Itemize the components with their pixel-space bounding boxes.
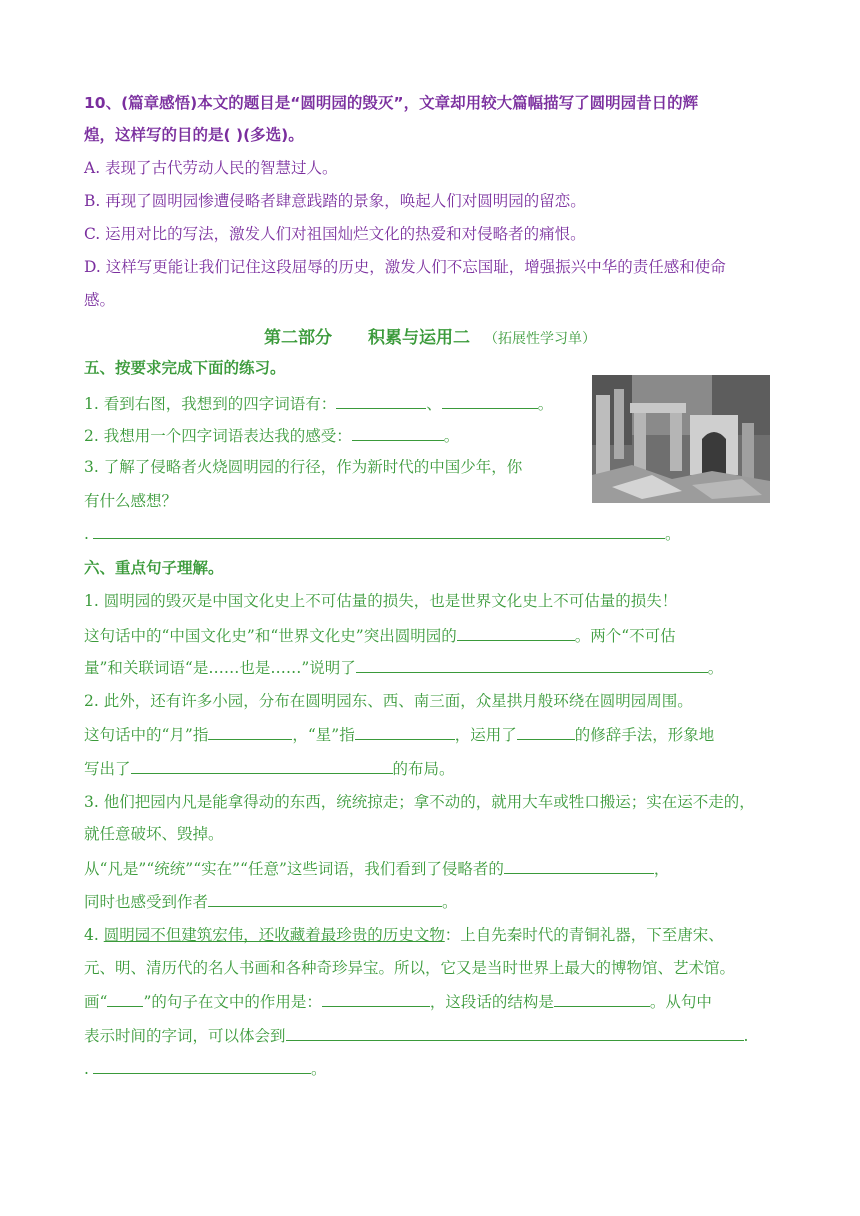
sec5-item3-answer bbox=[84, 522, 680, 545]
sec5-item2-text: 2. 我想用一个四字词语表达我的感受： bbox=[84, 427, 352, 445]
period: 。 bbox=[707, 659, 724, 677]
answer-blank[interactable] bbox=[208, 723, 292, 740]
sec6-s4-question-line3 bbox=[84, 1057, 326, 1080]
sec6-s2-question-line2 bbox=[84, 757, 455, 780]
sec6-s2-question-line1 bbox=[84, 723, 714, 746]
sec5-item1 bbox=[84, 392, 553, 415]
period: 。 bbox=[664, 525, 681, 543]
answer-blank[interactable] bbox=[352, 424, 444, 441]
question-text: ， bbox=[653, 860, 670, 878]
question-text: ，运用了 bbox=[454, 726, 517, 744]
prefix-dot: . bbox=[84, 1060, 89, 1078]
question-text: 的修辞手法，形象地 bbox=[574, 726, 715, 744]
sec6-sentence1: 1. 圆明园的毁灭是中国文化史上不可估量的损失，也是世界文化史上不可估量的损失！ bbox=[84, 592, 678, 610]
answer-blank[interactable] bbox=[286, 1024, 744, 1041]
question-text: 量”和关联词语“是……也是……”说明了 bbox=[84, 659, 356, 677]
q10-option-b: B. 再现了圆明园惨遭侵略者肆意践踏的景象，唤起人们对圆明园的留恋。 bbox=[84, 192, 586, 210]
answer-blank[interactable] bbox=[322, 990, 430, 1007]
prefix-dot: . bbox=[84, 525, 89, 543]
sec5-item1-text: 1. 看到右图，我想到的四字词语有： bbox=[84, 395, 337, 413]
sec5-item2 bbox=[84, 424, 459, 447]
sec6-sentence3-line2: 就任意破坏、毁掉。 bbox=[84, 825, 224, 843]
answer-blank[interactable] bbox=[356, 656, 708, 673]
part2-subtitle: （拓展性学习单） bbox=[484, 331, 596, 347]
part2-label: 第二部分 bbox=[264, 328, 332, 348]
sec6-sentence4-line1 bbox=[84, 924, 724, 946]
q10-option-a: A. 表现了古代劳动人民的智慧过人。 bbox=[84, 159, 338, 177]
ruins-photo-image bbox=[592, 375, 770, 503]
sec6-sentence2: 2. 此外，还有许多小园，分布在圆明园东、西、南三面，众星拱月般环绕在圆明园周围。 bbox=[84, 692, 693, 710]
sec6-heading: 六、重点句子理解。 bbox=[84, 559, 224, 577]
q10-stem-line2: 煌，这样写的目的是( )(多选)。 bbox=[84, 126, 304, 144]
question-text: 。两个“不可估 bbox=[574, 627, 676, 645]
q10-option-d-line2: 感。 bbox=[84, 291, 116, 309]
period: 。 bbox=[537, 395, 554, 413]
sentence-text: ：上自先秦时代的青铜礼器，下至唐宋、 bbox=[444, 926, 724, 944]
item-number: 4. bbox=[84, 926, 104, 944]
question-text: 同时也感受到作者 bbox=[84, 893, 209, 911]
sec6-s1-question-line1 bbox=[84, 624, 676, 647]
sec6-s3-question-line1 bbox=[84, 857, 669, 880]
underline-sample bbox=[107, 990, 143, 1007]
question-text: ，这段话的结构是 bbox=[429, 993, 554, 1011]
answer-blank[interactable] bbox=[93, 522, 665, 539]
answer-blank[interactable] bbox=[442, 392, 538, 409]
answer-blank[interactable] bbox=[504, 857, 654, 874]
sec5-item3-line1: 3. 了解了侵略者火烧圆明园的行径，作为新时代的中国少年，你 bbox=[84, 458, 523, 476]
question-text: 写出了 bbox=[84, 760, 131, 778]
period: 。 bbox=[442, 893, 458, 911]
part2-heading: 积累与运用二 bbox=[368, 328, 470, 348]
separator: 、 bbox=[426, 395, 442, 413]
part2-title bbox=[0, 323, 860, 348]
question-text: 画“ bbox=[84, 993, 108, 1011]
sec5-heading: 五、按要求完成下面的练习。 bbox=[84, 359, 286, 377]
sec6-sentence4-line2: 元、明、清历代的名人书画和各种奇珍异宝。所以，它又是当时世界上最大的博物馆、艺术馆。 bbox=[84, 959, 736, 977]
question-text: 这句话中的“月”指 bbox=[84, 726, 209, 744]
question-text: ”的句子在文中的作用是： bbox=[143, 993, 322, 1011]
underlined-sentence: 圆明园不但建筑宏伟，还收藏着最珍贵的历史文物 bbox=[103, 926, 445, 944]
question-text: 这句话中的“中国文化史”和“世界文化史”突出圆明园的 bbox=[84, 627, 457, 645]
answer-blank[interactable] bbox=[208, 890, 442, 907]
answer-blank[interactable] bbox=[93, 1057, 311, 1074]
answer-blank[interactable] bbox=[554, 990, 650, 1007]
answer-blank[interactable] bbox=[131, 757, 393, 774]
sec5-item3-line2: 有什么感想？ bbox=[84, 492, 178, 510]
q10-option-d-line1: D. 这样写更能让我们记住这段屈辱的历史，激发人们不忘国耻，增强振兴中华的责任感和使命 bbox=[84, 258, 726, 276]
answer-blank[interactable] bbox=[517, 723, 575, 740]
period: 。 bbox=[443, 427, 460, 445]
question-text: 。从句中 bbox=[649, 993, 712, 1011]
sec6-sentence3-line1: 3. 他们把园内凡是能拿得动的东西，统统掠走；拿不动的，就用大车或牲口搬运；实在运不走的， bbox=[84, 793, 755, 811]
answer-blank[interactable] bbox=[336, 392, 426, 409]
question-text: . bbox=[743, 1027, 749, 1045]
sec6-s4-question-line2 bbox=[84, 1024, 748, 1047]
sec6-s3-question-line2 bbox=[84, 890, 458, 913]
answer-blank[interactable] bbox=[355, 723, 455, 740]
q10-stem-line1: 10、(篇章感悟)本文的题目是“圆明园的毁灭”，文章却用较大篇幅描写了圆明园昔日的辉 bbox=[84, 94, 699, 112]
period: 。 bbox=[310, 1060, 327, 1078]
ruins-photo bbox=[592, 375, 770, 503]
question-text: ，“星”指 bbox=[292, 726, 355, 744]
answer-blank[interactable] bbox=[457, 624, 575, 641]
question-text: 表示时间的字词，可以体会到 bbox=[84, 1027, 286, 1045]
question-text: 的布局。 bbox=[392, 760, 455, 778]
sec6-s4-question-line1 bbox=[84, 990, 712, 1013]
sec6-s1-question-line2 bbox=[84, 656, 723, 679]
question-text: 从“凡是”“统统”“实在”“任意”这些词语，我们看到了侵略者的 bbox=[84, 860, 504, 878]
q10-option-c: C. 运用对比的写法，激发人们对祖国灿烂文化的热爱和对侵略者的痛恨。 bbox=[84, 225, 586, 243]
